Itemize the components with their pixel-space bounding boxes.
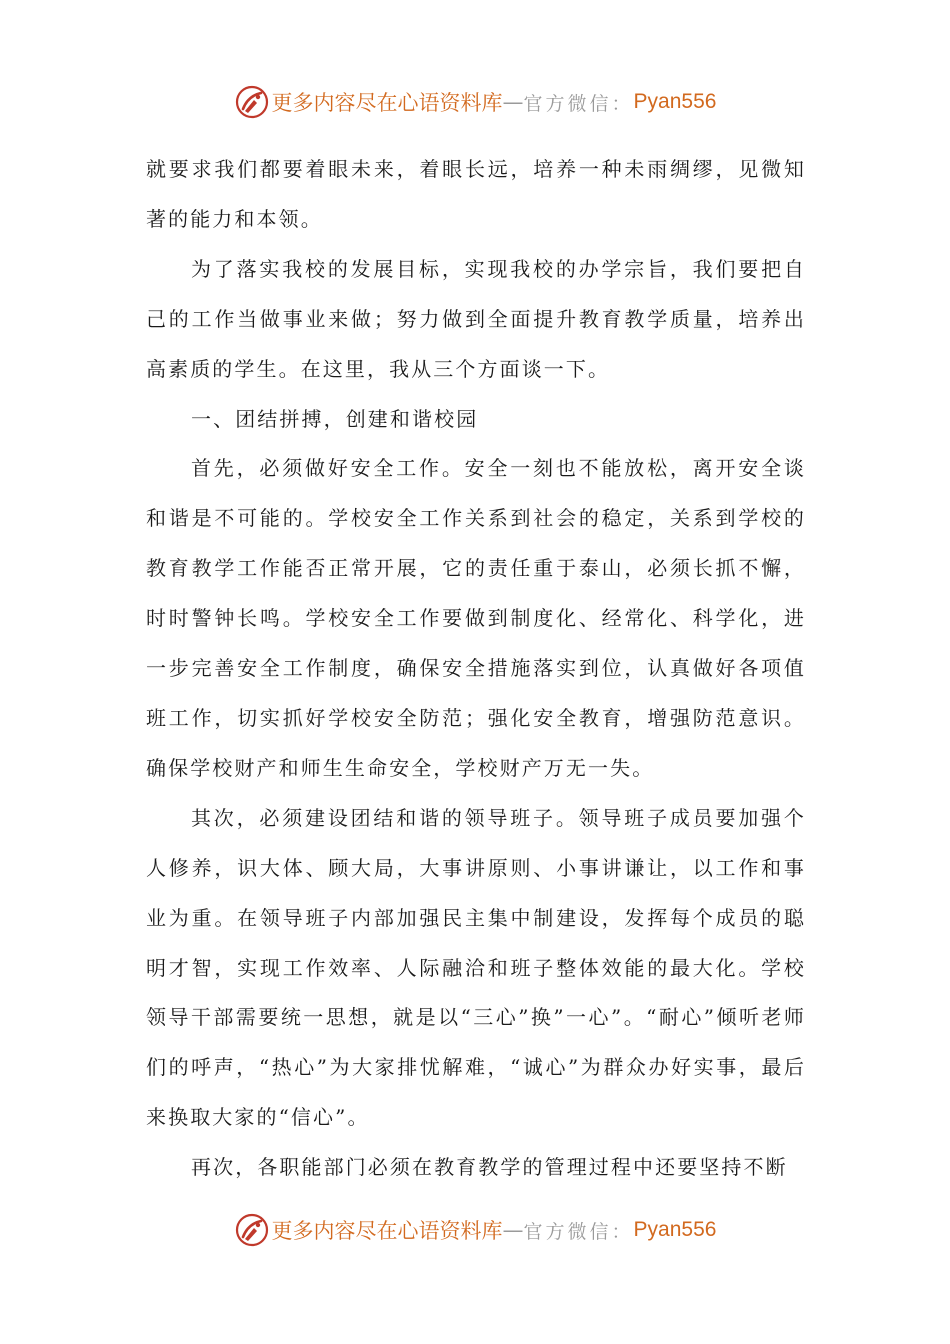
footer-wechat-label: 官方微信： (523, 1220, 634, 1243)
header-wechat-id: Pyan556 (633, 90, 717, 113)
paragraph: 再次，各职能部门必须在教育教学的管理过程中还要坚持不断 (191, 1155, 788, 1180)
footer-wechat-id: Pyan556 (633, 1218, 717, 1241)
footer-brand-text: 更多内容尽在心语资料库 (271, 1219, 503, 1243)
header-dash: — (502, 90, 524, 114)
footer-dash: — (502, 1218, 524, 1242)
header-brand-text: 更多内容尽在心语资料库 (271, 91, 503, 115)
paragraph: 首先，必须做好安全工作。安全一刻也不能放松，离开安全谈和谐是不可能的。学校安全工作关系到社会的稳定，关系到学校的教育教学工作能否正常开展，它的责任重于泰山，必须长抓不懈，时时警钟长鸣。学校安全工作要做到制度化、经常化、科学化，进一步完善安全工作制度，确保安全措施落实到位，认真做好各项值班工作，切实抓好学校安全防范；强化安全教育，增强防范意识。确保学校财产和师生生命安全，学校财产万无一失。 (146, 456, 806, 780)
header-banner (0, 80, 950, 124)
paragraph: 就要求我们都要着眼未来，着眼长远，培养一种未雨绸缪，见微知著的能力和本领。 (146, 157, 806, 231)
footer-banner (0, 1208, 950, 1252)
paragraph: 其次，必须建设团结和谐的领导班子。领导班子成员要加强个人修养，识大体、顾大局，大事讲原则、小事讲谦让，以工作和事业为重。在领导班子内部加强民主集中制建设，发挥每个成员的聪明才智，实现工作效率、人际融洽和班子整体效能的最大化。学校领导干部需要统一思想，就是以“三心”换”一心”。“耐心”倾听老师们的呼声，“热心”为大家排忧解难，“诚心”为群众办好实事，最后来换取大家的“信心”。 (146, 805, 806, 1130)
document-body (146, 145, 806, 1193)
pen-logo-icon (234, 1212, 270, 1248)
pen-logo-icon (234, 84, 270, 120)
section-heading: 一、团结拼搏，创建和谐校园 (191, 406, 479, 431)
header-wechat-label: 官方微信： (523, 92, 634, 115)
paragraph: 为了落实我校的发展目标，实现我校的办学宗旨，我们要把自己的工作当做事业来做；努力做到全面提升教育教学质量，培养出高素质的学生。在这里，我从三个方面谈一下。 (146, 256, 806, 381)
